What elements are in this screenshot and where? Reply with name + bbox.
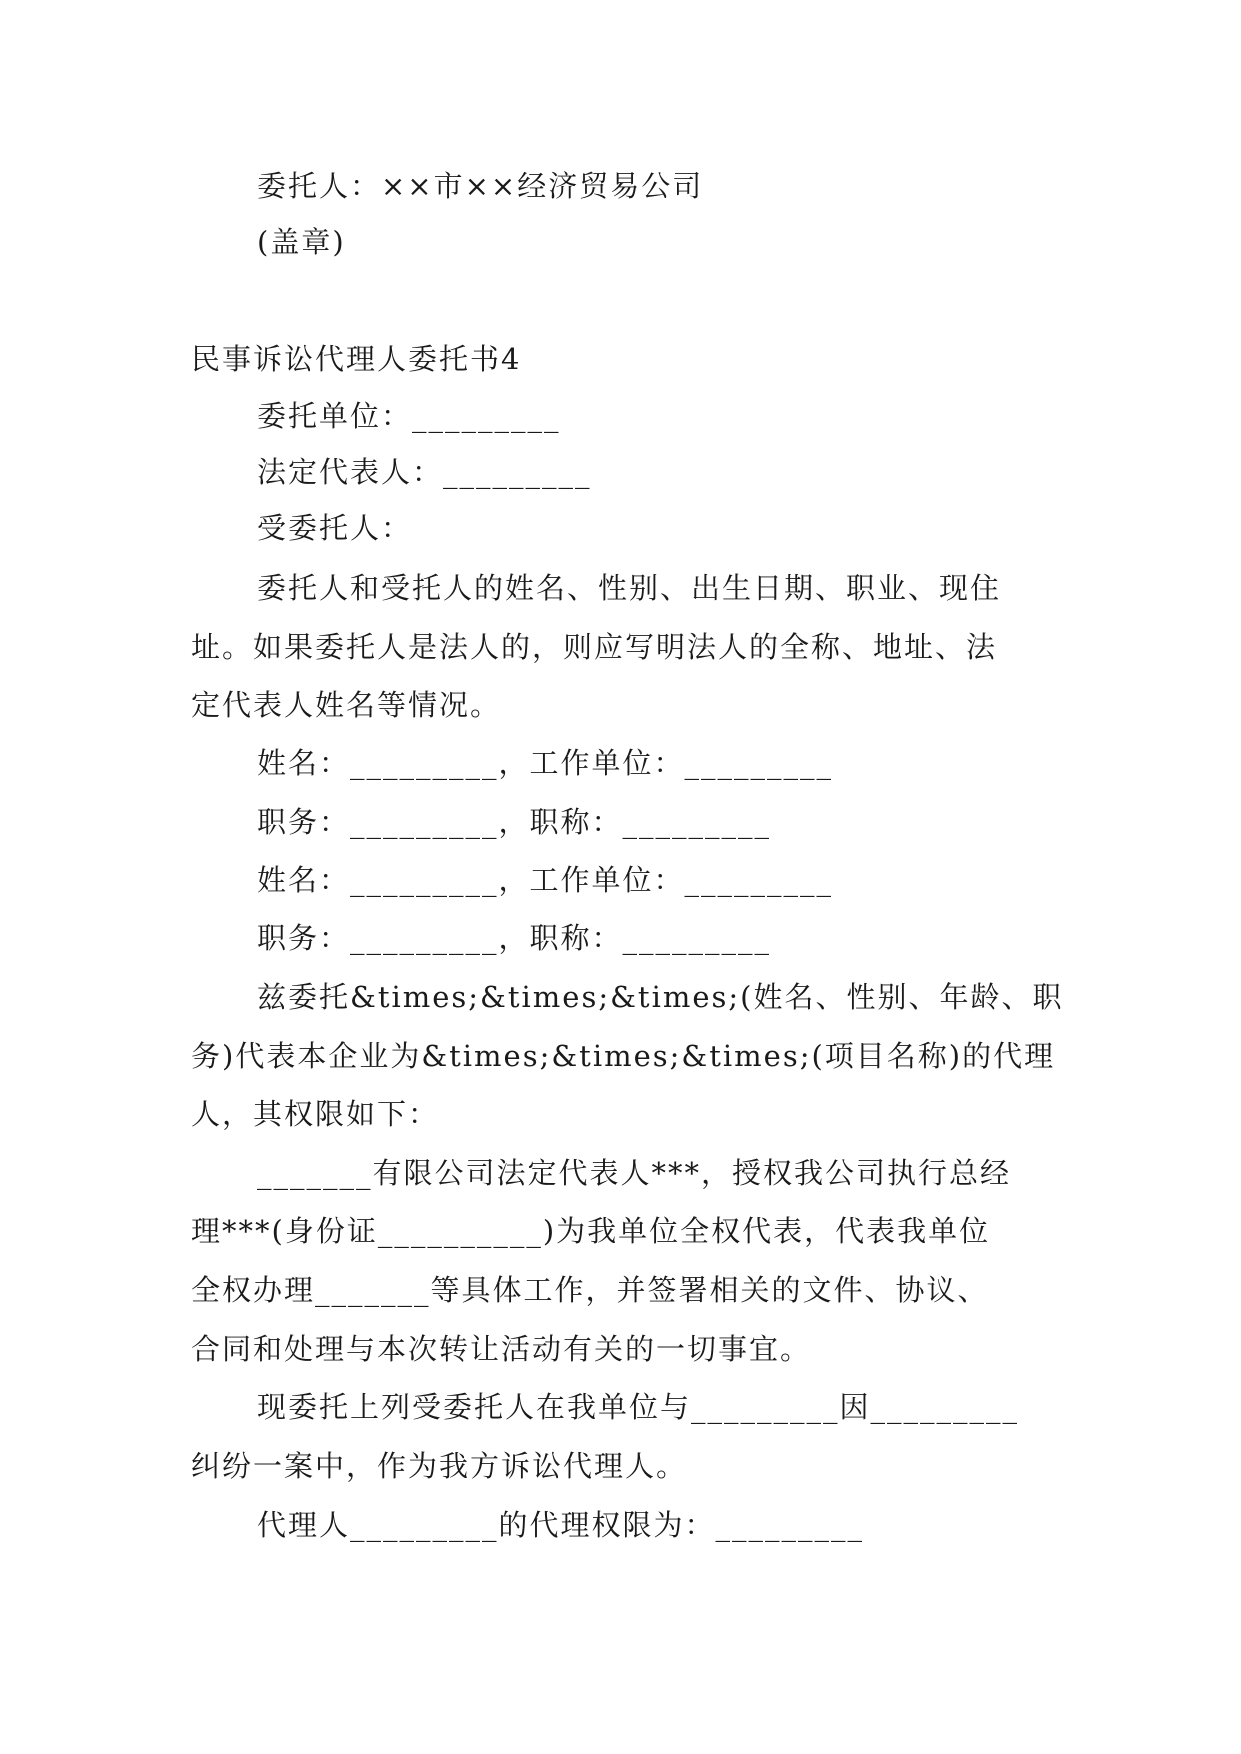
agent-name-unit-field: 姓名：_________，工作单位：_________ bbox=[257, 863, 834, 897]
instruction-paragraph-line: 址。如果委托人是法人的，则应写明法人的全称、地址、法 bbox=[191, 630, 998, 664]
instruction-paragraph-line: 定代表人姓名等情况。 bbox=[191, 688, 502, 722]
legal-representative-field: 法定代表人：_________ bbox=[257, 455, 592, 489]
authorization-paragraph-line: 务)代表本企业为&times;&times;&times;(项目名称)的代理 bbox=[191, 1039, 1056, 1073]
seal-note: (盖章) bbox=[257, 225, 346, 259]
litigation-paragraph-line: 纠纷一案中，作为我方诉讼代理人。 bbox=[191, 1449, 688, 1483]
litigation-paragraph-line: 现委托上列受委托人在我单位与_________因_________ bbox=[257, 1390, 1020, 1424]
agent-position-title-field: 职务：_________，职称：_________ bbox=[257, 921, 772, 955]
agency-authority-field: 代理人_________的代理权限为：_________ bbox=[257, 1508, 865, 1542]
authority-paragraph-line: _______有限公司法定代表人***，授权我公司执行总经 bbox=[257, 1156, 1012, 1190]
authority-paragraph-line: 理***(身份证__________)为我单位全权代表，代表我单位 bbox=[191, 1214, 991, 1248]
agent-name-unit-field: 姓名：_________，工作单位：_________ bbox=[257, 746, 834, 780]
authorization-paragraph-line: 兹委托&times;&times;&times;(姓名、性别、年龄、职 bbox=[257, 980, 1064, 1014]
agent-position-title-field: 职务：_________，职称：_________ bbox=[257, 805, 772, 839]
principal-line: 委托人：××市××经济贸易公司 bbox=[257, 169, 704, 203]
entrusted-person-field: 受委托人： bbox=[257, 511, 413, 545]
authorization-paragraph-line: 人，其权限如下： bbox=[191, 1097, 440, 1131]
authority-paragraph-line: 全权办理_______等具体工作，并签署相关的文件、协议、 bbox=[191, 1273, 989, 1307]
authority-paragraph-line: 合同和处理与本次转让活动有关的一切事宜。 bbox=[191, 1332, 812, 1366]
instruction-paragraph-line: 委托人和受托人的姓名、性别、出生日期、职业、现住 bbox=[257, 571, 1002, 605]
section-title: 民事诉讼代理人委托书4 bbox=[191, 342, 522, 376]
entrusting-unit-field: 委托单位：_________ bbox=[257, 399, 561, 433]
